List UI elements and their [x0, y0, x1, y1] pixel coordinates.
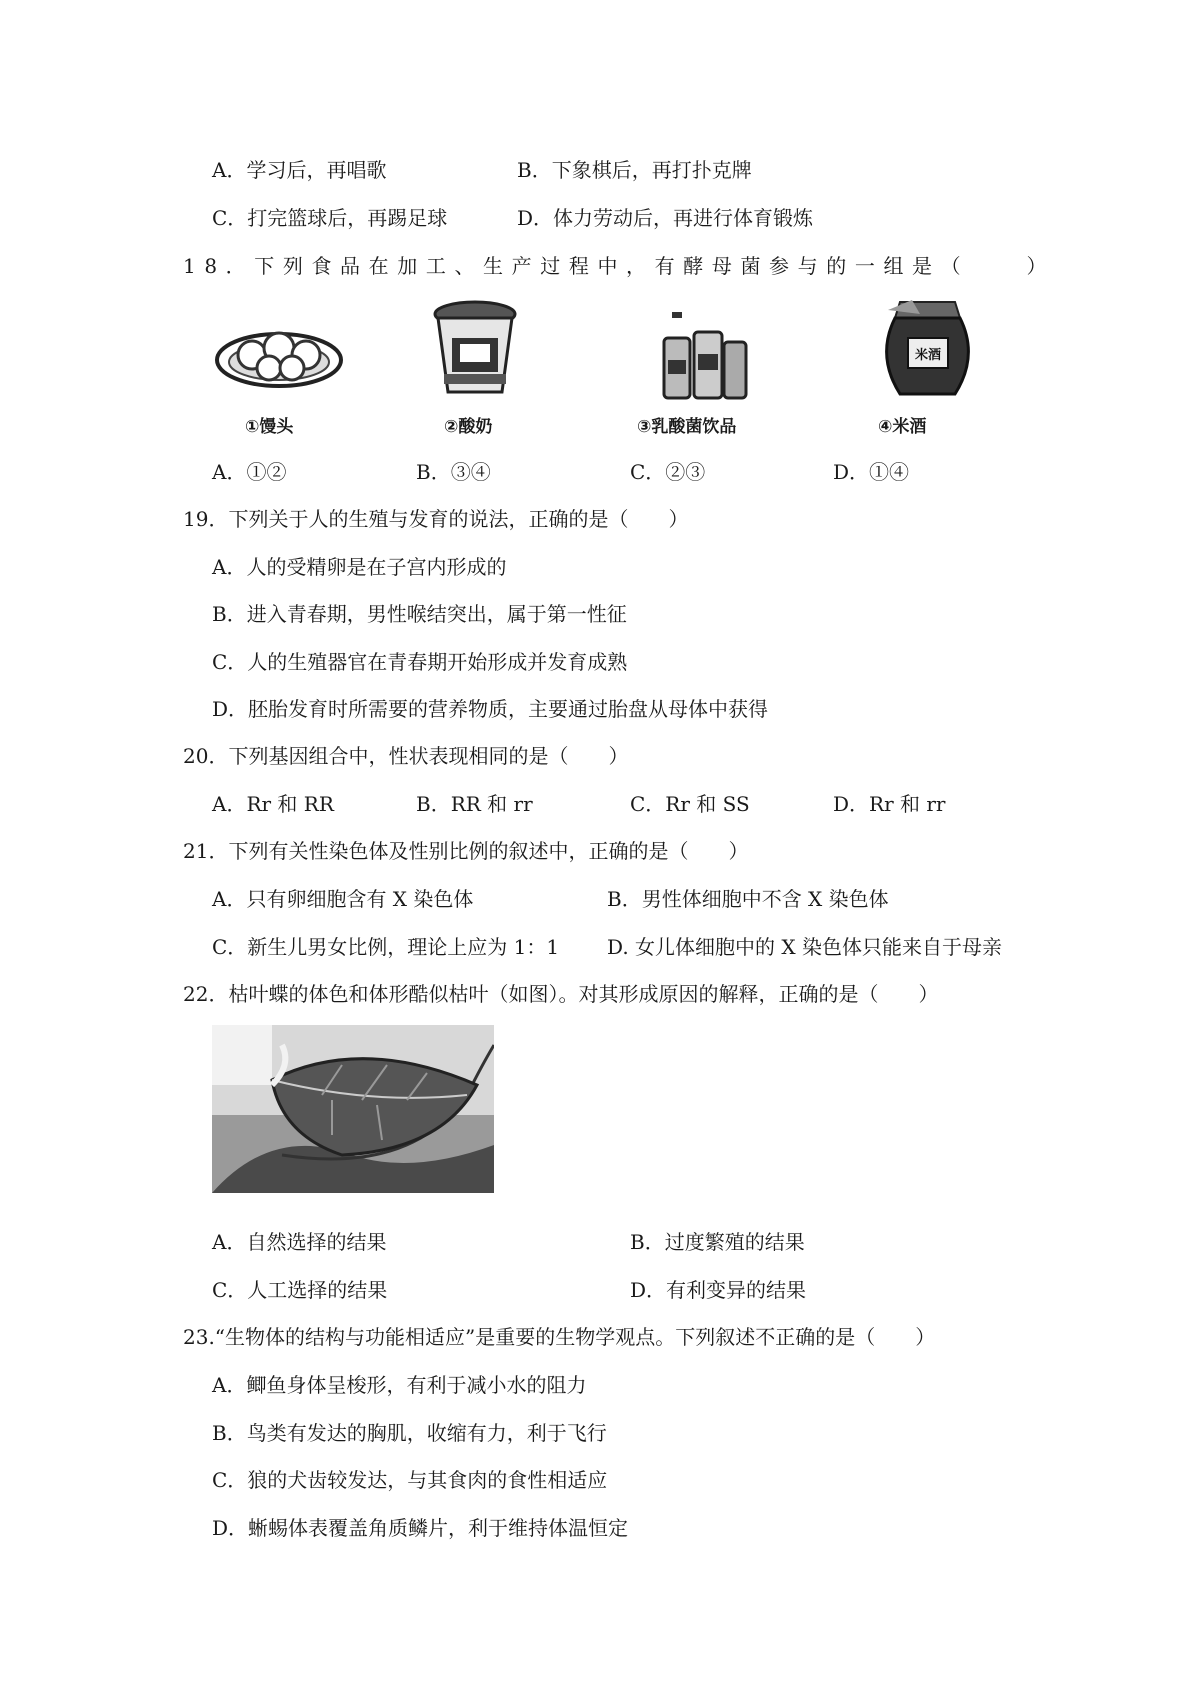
- image-caption-drink: ③乳酸菌饮品: [637, 417, 737, 437]
- q22-option-b: B．过度繁殖的结果: [630, 1230, 805, 1254]
- dead-leaf-butterfly-image: [212, 1025, 494, 1193]
- q17-option-c: C．打完篮球后，再踢足球: [212, 206, 448, 230]
- q20-option-c: C．Rr 和 SS: [630, 792, 750, 816]
- q18-option-d: D．①④: [833, 460, 910, 484]
- q17-option-a: A．学习后，再唱歌: [212, 158, 387, 182]
- q18-option-b: B．③④: [416, 460, 491, 484]
- q20-option-d: D．Rr 和 rr: [833, 792, 946, 816]
- q22-stem: 22．枯叶蝶的体色和体形酷似枯叶（如图）。对其形成原因的解释，正确的是（ ）: [183, 982, 939, 1006]
- q23-option-a: A．鲫鱼身体呈梭形，有利于减小水的阻力: [212, 1373, 587, 1397]
- rice-wine-jar-image: [880, 298, 975, 403]
- lactobacillus-drink-image: [650, 310, 750, 405]
- q21-option-b: B．男性体细胞中不含 X 染色体: [607, 887, 889, 911]
- q18-option-a: A．①②: [212, 460, 287, 484]
- q23-option-d: D．蜥蜴体表覆盖角质鳞片，利于维持体温恒定: [212, 1516, 629, 1540]
- q21-option-a: A．只有卵细胞含有 X 染色体: [212, 887, 474, 911]
- q23-stem: 23.“生物体的结构与功能相适应”是重要的生物学观点。下列叙述不正确的是（ ）: [183, 1325, 936, 1349]
- q17-option-d: D．体力劳动后，再进行体育锻炼: [517, 206, 814, 230]
- q22-option-a: A．自然选择的结果: [212, 1230, 387, 1254]
- q19-option-d: D．胚胎发育时所需要的营养物质，主要通过胎盘从母体中获得: [212, 697, 769, 721]
- q20-option-a: A．Rr 和 RR: [212, 792, 334, 816]
- q18-option-c: C．②③: [630, 460, 706, 484]
- q23-option-c: C．狼的犬齿较发达，与其食肉的食性相适应: [212, 1468, 608, 1492]
- jar-label: 米酒: [914, 348, 941, 363]
- q20-stem: 20．下列基因组合中，性状表现相同的是（ ）: [183, 744, 629, 768]
- image-caption-yogurt: ②酸奶: [444, 417, 493, 437]
- q23-option-b: B．鸟类有发达的胸肌，收缩有力，利于飞行: [212, 1421, 607, 1445]
- q21-option-c: C．新生儿男女比例，理论上应为 1：1: [212, 935, 560, 959]
- q17-option-b: B．下象棋后，再打扑克牌: [517, 158, 752, 182]
- q19-option-c: C．人的生殖器官在青春期开始形成并发育成熟: [212, 650, 628, 674]
- image-caption-rice-wine: ④米酒: [878, 417, 927, 437]
- q21-option-d: D. 女儿体细胞中的 X 染色体只能来自于母亲: [607, 935, 1002, 959]
- steamed-buns-image: [214, 300, 344, 410]
- q21-stem: 21．下列有关性染色体及性别比例的叙述中，正确的是（ ）: [183, 839, 749, 863]
- q19-option-a: A．人的受精卵是在子宫内形成的: [212, 555, 507, 579]
- yogurt-image: [430, 300, 520, 400]
- q22-option-c: C．人工选择的结果: [212, 1278, 388, 1302]
- q18-stem: 18．下列食品在加工、生产过程中，有酵母菌参与的一组是（ ）: [183, 254, 1056, 278]
- q19-stem: 19．下列关于人的生殖与发育的说法，正确的是（ ）: [183, 507, 689, 531]
- q22-option-d: D．有利变异的结果: [630, 1278, 807, 1302]
- q19-option-b: B．进入青春期，男性喉结突出，属于第一性征: [212, 602, 627, 626]
- image-caption-buns: ①馒头: [245, 417, 294, 437]
- q20-option-b: B．RR 和 rr: [416, 792, 533, 816]
